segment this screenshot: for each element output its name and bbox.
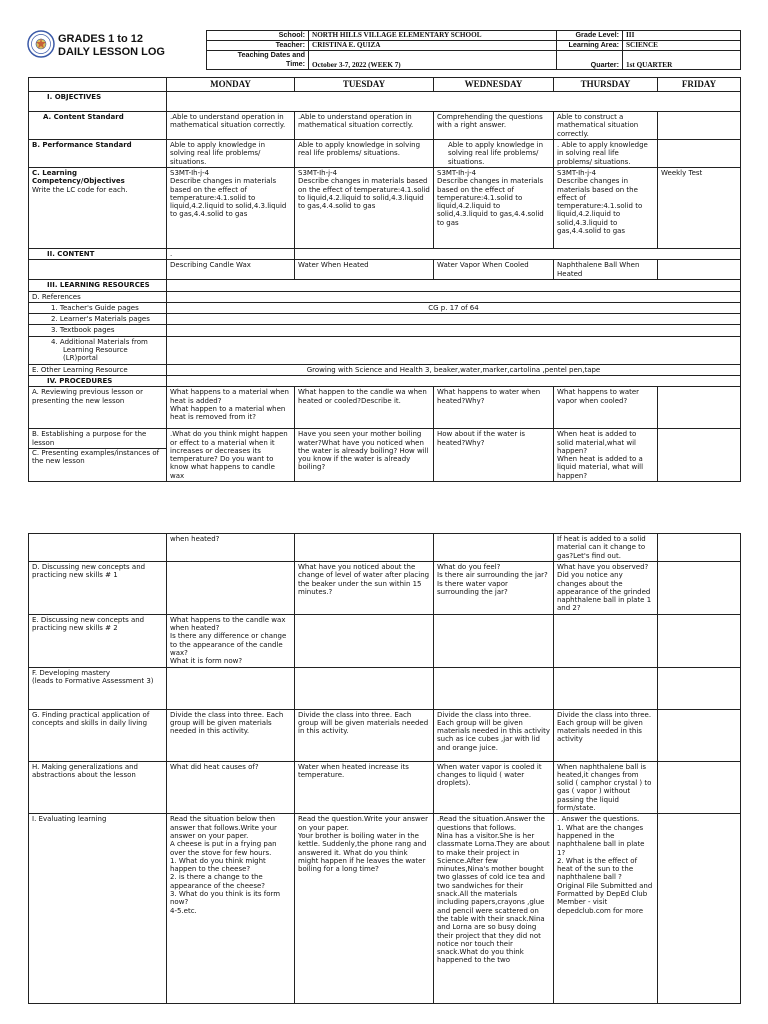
- procedure-f-monday: [167, 667, 295, 709]
- procedure-b-tuesday: Have you seen your mother boiling water?What have you noticed when the water is already boiling? How will you know if the water is already boiling?: [295, 429, 434, 482]
- empty-cell: [167, 336, 741, 364]
- empty-cell: [167, 280, 741, 291]
- procedure-b-label: B. Establishing a purpose for the lesson: [32, 430, 147, 447]
- content-monday: Describing Candle Wax: [167, 260, 295, 280]
- lc-label-line-1: C. Learning Competency/Objectives: [32, 169, 125, 186]
- procedure-bc-labels: [29, 429, 167, 482]
- day-header-row: [29, 78, 741, 92]
- procedure-d-label: D. Discussing new concepts and practicing new skills # 1: [29, 562, 167, 615]
- teaching-dates-label: [207, 51, 309, 70]
- empty-cell: [167, 325, 741, 336]
- procedure-c-tuesday: [295, 534, 434, 562]
- lc-wednesday: S3MT-Ih-j-4 Describe changes in materials based on the effect of temperature:4.1.solid to liquid,4.2.liquid to solid,4.3.liquid to gas,4.4.solid to gas: [434, 168, 554, 249]
- performance-standard-thursday: . Able to apply knowledge in solving real life problems/ situations.: [554, 140, 658, 168]
- title-line-1: GRADES 1 to 12: [58, 33, 143, 45]
- procedure-g-wednesday: Divide the class into three. Each group will be given materials needed in this activity such as ice cubes ,jar with lid and orange juice.: [434, 709, 554, 761]
- procedure-f-friday: [658, 667, 741, 709]
- deped-seal-logo: [27, 30, 55, 58]
- procedure-f-thursday: [554, 667, 658, 709]
- procedure-i-wednesday: .Read the situation.Answer the questions that follows. Nina has a visitor.She is her classmate Lorna.They are about to make their project in Science.After few minutes,Nina's mother bought two glasses of cold ice tea and two sandwiches for their snack.All the materials including papers,crayons ,glue and pencil were scattered on the table with their snack.Nina and Lorna are so busy doing their project that they did not notice nor touch their snack.What do you think happened to the two: [434, 814, 554, 1004]
- procedure-d-thursday: What have you observed? Did you notice any changes about the appearance of the grinded naphthalene ball in plate 1 and 2?: [554, 562, 658, 615]
- content-heading: II. CONTENT: [29, 249, 167, 260]
- performance-standard-tuesday: Able to apply knowledge in solving real life problems/ situations.: [295, 140, 434, 168]
- learning-area-label: Learning Area:: [557, 41, 623, 51]
- content-standard-wednesday: Comprehending the questions with a right answer.: [434, 112, 554, 140]
- day-header-wednesday: WEDNESDAY: [434, 78, 554, 92]
- procedure-f-label: F. Developing mastery (leads to Formative Assessment 3): [29, 667, 167, 709]
- teacher-value: CRISTINA E. QUIZA: [309, 41, 557, 51]
- procedure-b-wednesday: How about if the water is heated?Why?: [434, 429, 554, 482]
- procedure-e-monday: What happens to the candle wax when heated? Is there any difference or change to the appearance of the candle wax? What it is form now?: [167, 614, 295, 667]
- procedure-g-monday: Divide the class into three. Each group will be given materials needed in this activity.: [167, 709, 295, 761]
- procedure-a-friday: [658, 387, 741, 429]
- content-standard-tuesday: .Able to understand operation in mathematical situation correctly.: [295, 112, 434, 140]
- quarter-label: Quarter:: [557, 51, 623, 70]
- procedure-a-thursday: What happens to water vapor when cooled?: [554, 387, 658, 429]
- procedure-e-thursday: [554, 614, 658, 667]
- content-standard-thursday: Able to construct a mathematical situation correctly.: [554, 112, 658, 140]
- grade-level-value: III: [623, 31, 741, 41]
- procedure-i-thursday: . Answer the questions. 1. What are the changes happened in the naphthalene ball in plate 1? 2. What is the effect of heat of the sun to the naphthalene ball ? Original File Submitted and Formatted by DepEd Club Member - visit depedclub.com for more: [554, 814, 658, 1004]
- lc-monday: S3MT-Ih-j-4 Describe changes in materials based on the effect of temperature:4.1.solid to liquid,4.2.liquid to solid,4.3.liquid to gas,4.4.solid to gas: [167, 168, 295, 249]
- empty-cell: [167, 314, 741, 325]
- empty-cell: [167, 291, 741, 302]
- procedure-b-friday: [658, 429, 741, 482]
- day-header-monday: MONDAY: [167, 78, 295, 92]
- procedure-a-wednesday: What happens to water when heated?Why?: [434, 387, 554, 429]
- day-header-friday: FRIDAY: [658, 78, 741, 92]
- title-line-2: DAILY LESSON LOG: [58, 46, 165, 58]
- procedure-h-thursday: When naphthalene ball is heated,it changes from solid ( camphor crystal ) to gas ( vapor ) without passing the liquid form/state.: [554, 761, 658, 814]
- procedure-d-tuesday: What have you noticed about the change of level of water after placing the beaker under the sun within 15 minutes.?: [295, 562, 434, 615]
- lc-label-line-2: Write the LC code for each.: [32, 185, 128, 194]
- performance-standard-friday: [658, 140, 741, 168]
- procedure-g-tuesday: Divide the class into three. Each group will be given materials needed in this activity.: [295, 709, 434, 761]
- procedure-a-tuesday: What happen to the candle wa when heated or cooled?Describe it.: [295, 387, 434, 429]
- procedure-a-monday: What happens to a material when heat is added? What happen to a material when heat is removed from it?: [167, 387, 295, 429]
- procedure-h-tuesday: Water when heated increase its temperature.: [295, 761, 434, 814]
- procedure-g-label: G. Finding practical application of concepts and skills in daily living: [29, 709, 167, 761]
- school-label: School:: [207, 31, 309, 41]
- procedure-c-friday: [658, 534, 741, 562]
- content-tuesday: Water When Heated: [295, 260, 434, 280]
- school-value: NORTH HILLS VILLAGE ELEMENTARY SCHOOL: [309, 31, 557, 41]
- procedure-e-label: E. Discussing new concepts and practicing new skills # 2: [29, 614, 167, 667]
- content-wednesday: Water Vapor When Cooled: [434, 260, 554, 280]
- procedure-f-wednesday: [434, 667, 554, 709]
- header-info-table: [206, 30, 741, 70]
- content-standard-label: A. Content Standard: [29, 112, 167, 140]
- procedure-h-wednesday: When water vapor is cooled it changes to liquid ( water droplets).: [434, 761, 554, 814]
- procedure-d-friday: [658, 562, 741, 615]
- learners-materials-label: 2. Learner's Materials pages: [29, 314, 167, 325]
- procedure-h-monday: What did heat causes of?: [167, 761, 295, 814]
- dates-label-line-2: Time:: [285, 58, 305, 68]
- procedure-e-wednesday: [434, 614, 554, 667]
- content-standard-friday: [658, 112, 741, 140]
- procedure-g-thursday: Divide the class into three. Each group will be given materials needed in this activity: [554, 709, 658, 761]
- performance-standard-wednesday: Able to apply knowledge in solving real life problems/ situations.: [434, 140, 554, 168]
- empty-cell: [167, 92, 741, 112]
- teacher-label: Teacher:: [207, 41, 309, 51]
- additional-materials-line-1: 4. Additional Materials from: [51, 337, 148, 346]
- procedure-g-friday: [658, 709, 741, 761]
- quarter-value: 1st QUARTER: [623, 51, 741, 70]
- procedure-h-friday: [658, 761, 741, 814]
- cg-page-reference: CG p. 17 of 64: [167, 302, 741, 313]
- empty-cell: [167, 375, 741, 386]
- procedure-i-label: I. Evaluating learning: [29, 814, 167, 1004]
- other-resources-value: Growing with Science and Health 3, beaker,water,marker,cartolina ,pentel pen,tape: [167, 364, 741, 375]
- other-resources-label: E. Other Learning Resource: [29, 364, 167, 375]
- procedure-c-thursday: If heat is added to a solid material can it change to gas?Let's find out.: [554, 534, 658, 562]
- procedure-i-monday: Read the situation below then answer that follows.Write your answer on your paper. A cheese is put in a frying pan over the stove for few hours. 1. What do you think might happen to the cheese? 2. is there a change to the appearance of the cheese? 3. What do you think is its form now? 4-5.etc.: [167, 814, 295, 1004]
- procedure-b-thursday: When heat is added to solid material,what wil happen? When heat is added to a liquid material, what will happen?: [554, 429, 658, 482]
- procedure-b-monday: .What do you think might happen or effect to a material when it increases or decreases its temperature? Do you want to know what happens to candle wax: [167, 429, 295, 482]
- additional-materials-label: [29, 336, 167, 364]
- lesson-log-table: [28, 77, 741, 482]
- lesson-log-table-continued: [28, 533, 741, 1004]
- procedure-i-tuesday: Read the question.Write your answer on your paper. Your brother is boiling water in the kettle. Suddenly,the phone rang and answered it. What do you think might happen if he leaves the water boiling for a long time?: [295, 814, 434, 1004]
- procedure-f-tuesday: [295, 667, 434, 709]
- empty-cell: [29, 534, 167, 562]
- textbook-pages-label: 3. Textbook pages: [29, 325, 167, 336]
- dates-label-line-1: Teaching Dates and: [237, 50, 305, 59]
- empty-cell: [295, 249, 741, 260]
- day-header-thursday: THURSDAY: [554, 78, 658, 92]
- document-title: [58, 33, 165, 59]
- corner-cell: [29, 78, 167, 92]
- empty-cell: [29, 260, 167, 280]
- learning-competency-label: [29, 168, 167, 249]
- procedure-c-label: C. Presenting examples/instances of the new lesson: [29, 448, 166, 466]
- procedure-d-wednesday: What do you feel? Is there air surrounding the jar? Is there water vapor surrounding the jar?: [434, 562, 554, 615]
- performance-standard-monday: Able to apply knowledge in solving real life problems/ situations.: [167, 140, 295, 168]
- content-standard-monday: .Able to understand operation in mathematical situation correctly.: [167, 112, 295, 140]
- procedure-e-tuesday: [295, 614, 434, 667]
- lc-thursday: S3MT-Ih-j-4 Describe changes in materials based on the effect of temperature:4.1.solid to liquid,4.2.liquid to solid,4.3.liquid to gas,4.4.solid to gas: [554, 168, 658, 249]
- references-label: D. References: [29, 291, 167, 302]
- lc-tuesday: S3MT-Ih-j-4 Describe changes in materials based on the effect of temperature:4.1.solid to liquid,4.2.liquid to solid,4.3.liquid to gas,4.4.solid to gas: [295, 168, 434, 249]
- teachers-guide-label: 1. Teacher's Guide pages: [29, 302, 167, 313]
- procedure-e-friday: [658, 614, 741, 667]
- learning-resources-heading: III. LEARNING RESOURCES: [29, 280, 167, 291]
- learning-area-value: SCIENCE: [623, 41, 741, 51]
- content-dot: .: [167, 249, 295, 260]
- procedure-c-wednesday: [434, 534, 554, 562]
- performance-standard-label: B. Performance Standard: [29, 140, 167, 168]
- content-friday: [658, 260, 741, 280]
- procedure-d-monday: [167, 562, 295, 615]
- teaching-dates-value: October 3-7, 2022 (WEEK 7): [309, 51, 557, 70]
- grade-level-label: Grade Level:: [557, 31, 623, 41]
- additional-materials-line-2: Learning Resource (LR)portal: [63, 346, 128, 363]
- procedures-heading: IV. PROCEDURES: [29, 375, 167, 386]
- procedure-i-friday: [658, 814, 741, 1004]
- lc-friday: Weekly Test: [658, 168, 741, 249]
- procedure-c-monday: when heated?: [167, 534, 295, 562]
- content-thursday: Naphthalene Ball When Heated: [554, 260, 658, 280]
- procedure-h-label: H. Making generalizations and abstractions about the lesson: [29, 761, 167, 814]
- day-header-tuesday: TUESDAY: [295, 78, 434, 92]
- procedure-a-label: A. Reviewing previous lesson or presenting the new lesson: [29, 387, 167, 429]
- objectives-heading: I. OBJECTIVES: [29, 92, 167, 112]
